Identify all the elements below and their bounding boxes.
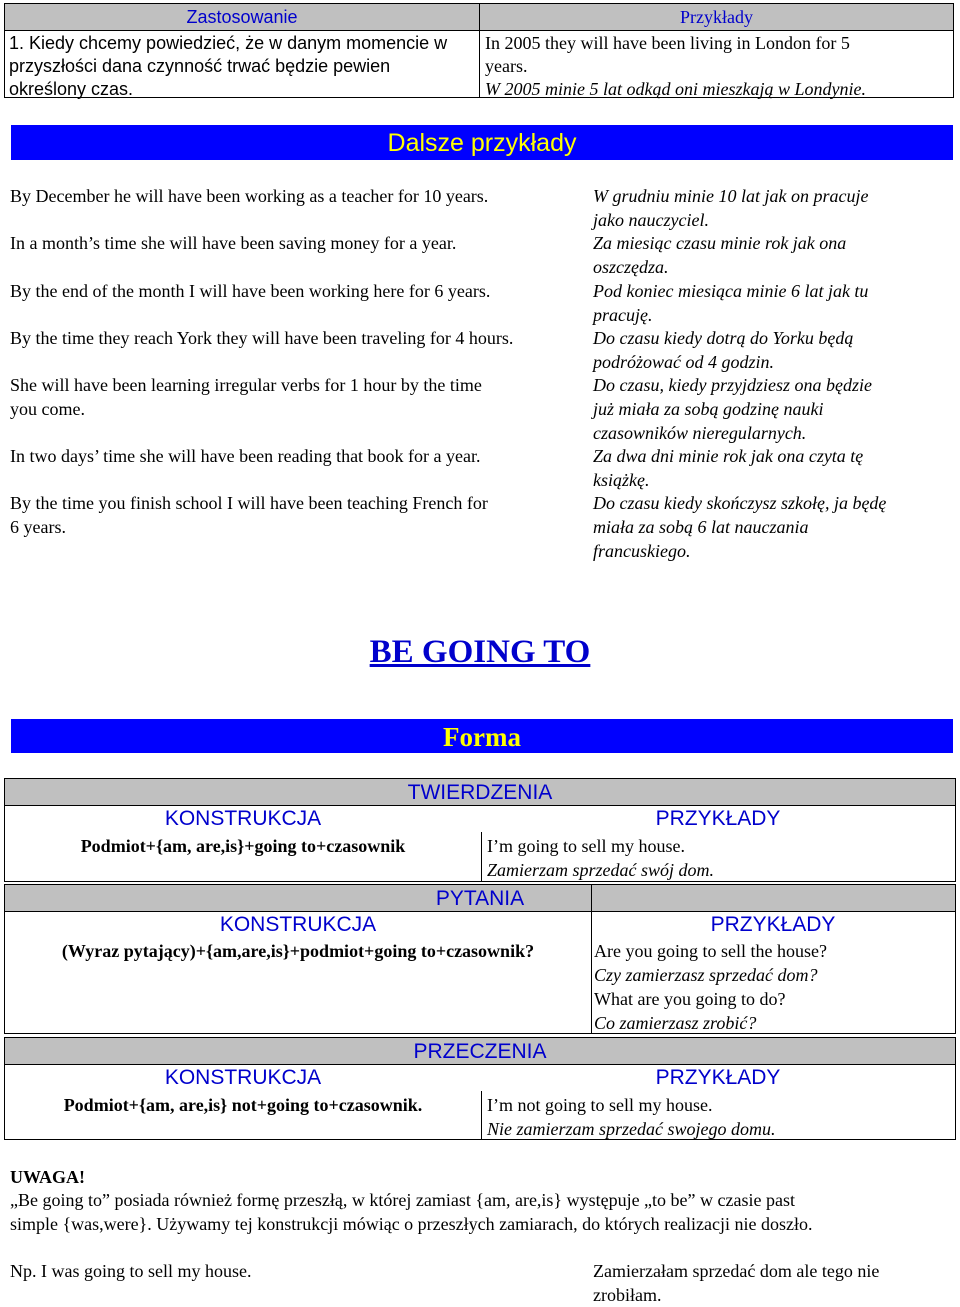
- example-en-line: you come.: [10, 399, 85, 419]
- cell-divider: [591, 885, 592, 1033]
- note-example-pl-line: zrobiłam.: [593, 1285, 662, 1305]
- example-pl-line: francuskiego.: [593, 541, 691, 561]
- example-sentence: What are you going to do?: [594, 989, 786, 1009]
- example-line: years.: [485, 56, 528, 76]
- construction-formula: Podmiot+{am, are,is}+going to+czasownik: [80, 836, 406, 856]
- example-en-line: She will have been learning irregular verbs for 1 hour by the time: [10, 375, 482, 395]
- example-en: [10, 373, 580, 421]
- affirmative-band: TWIERDZENIA: [5, 779, 955, 806]
- construction-heading: KONSTRUKCJA: [164, 1066, 322, 1089]
- usage-line: 1. Kiedy chcemy powiedzieć, że w danym momencie w: [9, 33, 448, 53]
- construction-heading: KONSTRUKCJA: [164, 807, 322, 830]
- example-pl: [593, 231, 938, 279]
- example-pl-line: Do czasu kiedy dotrą do Yorku będą: [593, 328, 854, 348]
- example-en-line: 6 years.: [10, 517, 66, 537]
- example-cell: [487, 1093, 776, 1141]
- example-en: In a month’s time she will have been saving money for a year.: [10, 233, 457, 253]
- construction-formula: (Wyraz pytający)+{am,are,is}+podmiot+going to+czasownik?: [61, 941, 535, 961]
- construction-heading: KONSTRUKCJA: [219, 913, 377, 936]
- example-pl: [593, 326, 938, 374]
- examples-heading: PRZYKŁADY: [655, 1066, 781, 1089]
- example-pl: [593, 491, 938, 563]
- note-example-pl-line: Zamierzałam sprzedać dom ale tego nie: [593, 1261, 880, 1281]
- note-text: [10, 1188, 955, 1236]
- example-translation: Czy zamierzasz sprzedać dom?: [594, 965, 818, 985]
- example-pl-line: podróżować od 4 godzin.: [593, 352, 775, 372]
- usage-header: Zastosowanie: [5, 4, 479, 31]
- example-translation: Nie zamierzam sprzedać swojego domu.: [487, 1119, 776, 1139]
- example-pl: [593, 373, 938, 445]
- example-en: [10, 491, 580, 539]
- note-example-en: Np. I was going to sell my house.: [10, 1261, 252, 1281]
- section-title: [0, 632, 960, 672]
- questions-band: PYTANIA: [5, 885, 955, 912]
- usage-cell: [9, 32, 475, 101]
- cell-divider: [481, 832, 482, 881]
- example-sentence: I’m not going to sell my house.: [487, 1095, 713, 1115]
- example-pl-line: Pod koniec miesiąca minie 6 lat jak tu: [593, 281, 869, 301]
- usage-line: przyszłości dana czynność trwać będzie pewien: [9, 56, 391, 76]
- usage-line: określony czas.: [9, 79, 134, 99]
- example-pl-line: miała za sobą 6 lat nauczania: [593, 517, 809, 537]
- example-pl-line: już miała za sobą godzinę nauki: [593, 399, 824, 419]
- example-en: By December he will have been working as a teacher for 10 years.: [10, 186, 489, 206]
- examples-heading: PRZYKŁADY: [710, 913, 836, 936]
- construction-formula: Podmiot+{am, are,is} not+going to+czasownik.: [63, 1095, 423, 1115]
- questions-box: [4, 884, 956, 1034]
- example-pl: [593, 184, 938, 232]
- example-translation: Co zamierzasz zrobić?: [594, 1013, 757, 1033]
- example-en: In two days’ time she will have been reading that book for a year.: [10, 446, 481, 466]
- form-banner: Forma: [11, 719, 953, 753]
- example-cell: [487, 834, 714, 882]
- example-pl-line: Za miesiąc czasu minie rok jak ona: [593, 233, 847, 253]
- example-pl-line: Do czasu kiedy skończysz szkołę, ja będę: [593, 493, 887, 513]
- example-translation: Zamierzam sprzedać swój dom.: [487, 860, 715, 880]
- example-pl-line: Do czasu, kiedy przyjdziesz ona będzie: [593, 375, 872, 395]
- example-en: By the time they reach York they will have been traveling for 4 hours.: [10, 328, 514, 348]
- example-pl-line: Za dwa dni minie rok jak ona czyta tę: [593, 446, 864, 466]
- note-label: UWAGA!: [10, 1167, 85, 1187]
- example-pl-line: książkę.: [593, 470, 650, 490]
- note-line: simple {was,were}. Używamy tej konstrukcji mówiąc o przeszłych zamiarach, do których realizacji nie doszło.: [10, 1214, 813, 1234]
- note-line: „Be going to” posiada również formę przeszłą, w której zamiast {am, are,is} występuje „to be” w czasie past: [10, 1190, 795, 1210]
- section-title-text: BE GOING TO: [369, 634, 591, 670]
- example-cell: [485, 32, 947, 101]
- example-line: In 2005 they will have been living in London for 5: [485, 33, 850, 53]
- negative-band: PRZECZENIA: [5, 1038, 955, 1065]
- example-sentence: I’m going to sell my house.: [487, 836, 685, 856]
- table-divider: [479, 4, 480, 97]
- example-pl-line: czasowników nieregularnych.: [593, 423, 807, 443]
- example-pl: [593, 279, 938, 327]
- example-sentence: Are you going to sell the house?: [594, 941, 827, 961]
- example-pl-line: jako nauczyciel.: [593, 210, 709, 230]
- example-cell: [594, 939, 827, 1035]
- example-pl-line: pracuję.: [593, 305, 653, 325]
- example-en-line: By the time you finish school I will have been teaching French for: [10, 493, 488, 513]
- example-translation: W 2005 minie 5 lat odkąd oni mieszkają w Londynie.: [485, 79, 866, 99]
- example-pl: [593, 444, 938, 492]
- affirmative-box: [4, 778, 956, 882]
- example-pl-line: W grudniu minie 10 lat jak on pracuje: [593, 186, 869, 206]
- examples-heading: PRZYKŁADY: [655, 807, 781, 830]
- example-en: By the end of the month I will have been working here for 6 years.: [10, 281, 491, 301]
- usage-table: [4, 3, 954, 98]
- note-example-pl: [593, 1259, 879, 1307]
- further-examples-banner: Dalsze przykłady: [11, 125, 953, 160]
- negative-box: [4, 1037, 956, 1140]
- cell-divider: [481, 1091, 482, 1139]
- examples-header: Przykłady: [480, 4, 953, 31]
- example-pl-line: oszczędza.: [593, 257, 669, 277]
